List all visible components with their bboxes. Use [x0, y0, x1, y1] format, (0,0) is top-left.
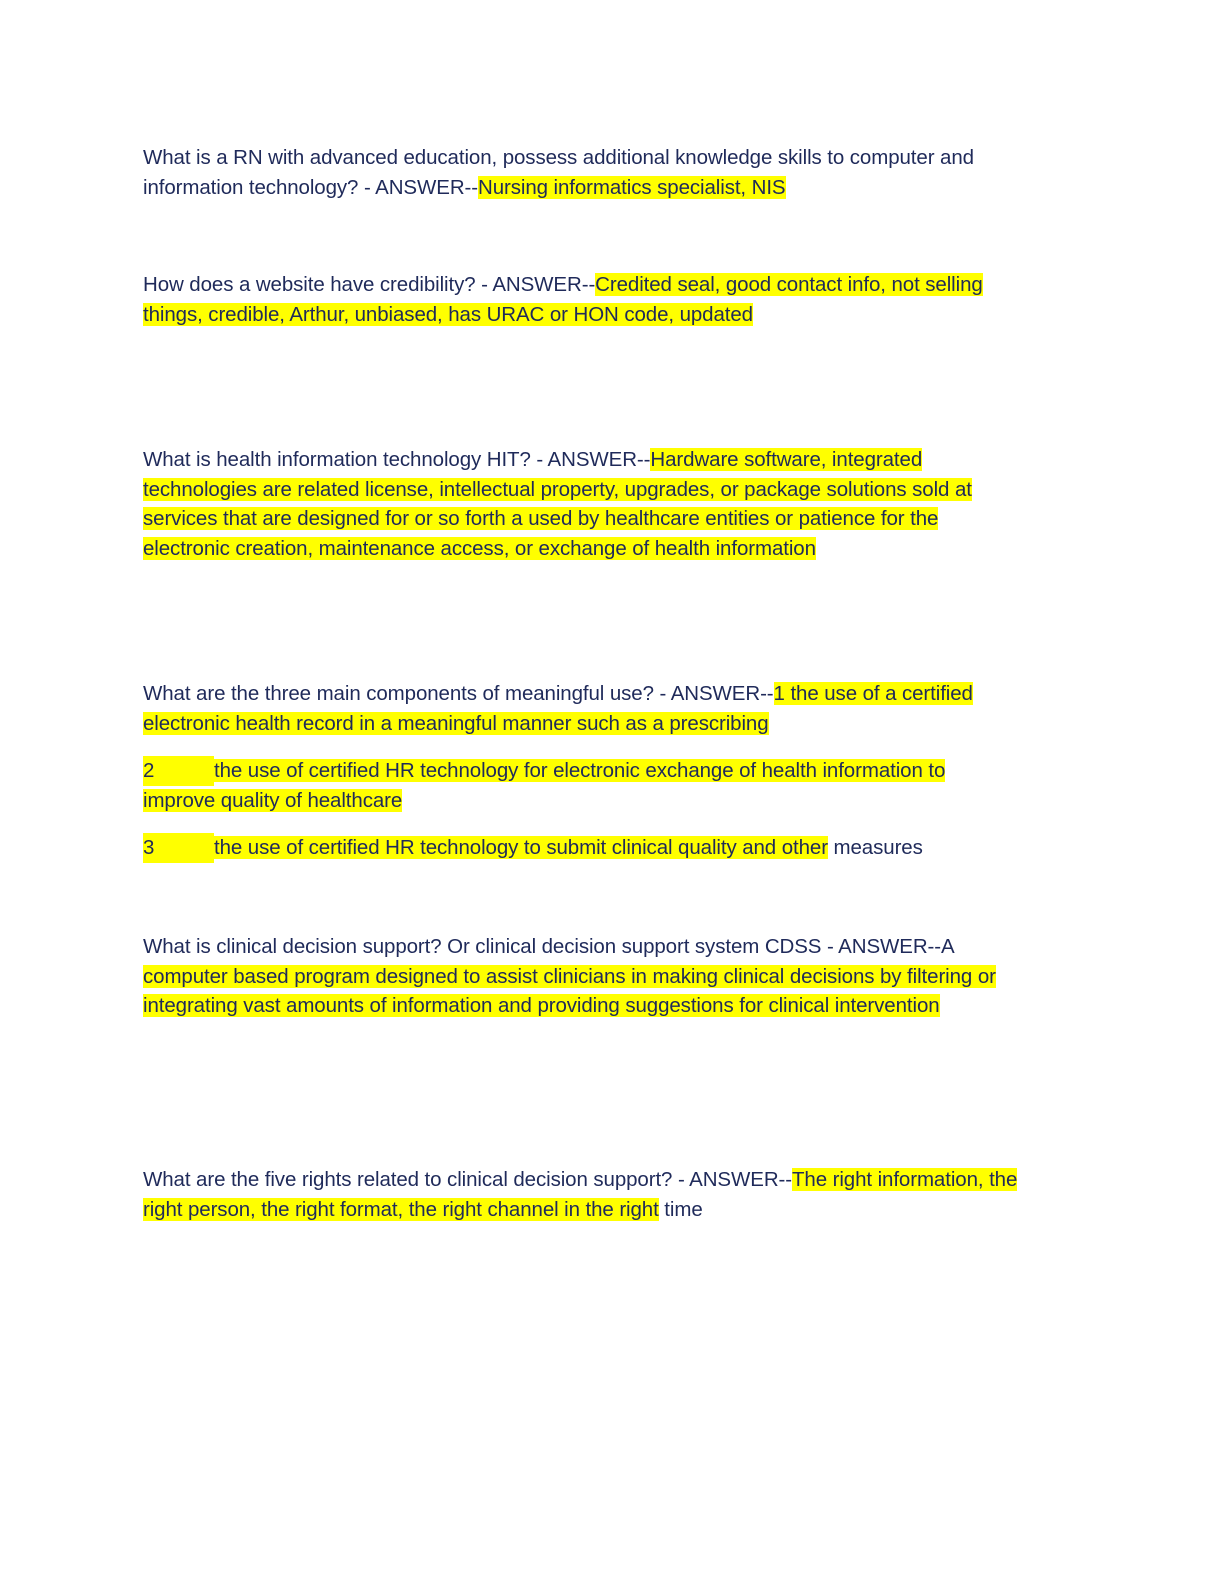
list-item-number: 3 — [143, 833, 214, 863]
list-item-text: the use of certified HR technology for electronic exchange of health information to improve quality of healthcare — [143, 759, 946, 812]
qa-paragraph — [143, 143, 1023, 202]
qa-paragraph — [143, 679, 1023, 738]
answer-text: 1 the use of a certified electronic health record in a meaningful manner such as a prescribing — [143, 682, 973, 735]
qa-block-6 — [143, 1165, 1023, 1224]
qa-block-3 — [143, 445, 1023, 563]
qa-paragraph — [143, 270, 1023, 329]
question-text: How does a website have credibility? - ANSWER-- — [143, 273, 596, 296]
answer-tail: time — [658, 1197, 703, 1221]
question-text: What is a RN with advanced education, possess additional knowledge skills to computer and information technology? - ANSWER-- — [143, 146, 974, 199]
list-item-number: 2 — [143, 756, 214, 786]
qa-block-2 — [143, 270, 1023, 329]
answer-text: computer based program designed to assist clinicians in making clinical decisions by filtering or integrating vast amounts of information and providing suggestions for clinical intervention — [143, 964, 996, 1017]
qa-block-1 — [143, 143, 1023, 202]
qa-paragraph — [143, 445, 1023, 563]
qa-block-4 — [143, 679, 1023, 863]
list-item — [143, 833, 1023, 863]
question-text: What is clinical decision support? Or clinical decision support system CDSS - ANSWER--A — [143, 935, 954, 958]
question-text: What is health information technology HIT? - ANSWER-- — [143, 448, 651, 471]
question-text: What are the three main components of meaningful use? - ANSWER-- — [143, 682, 774, 705]
answer-text: Nursing informatics specialist, NIS — [477, 175, 786, 199]
question-text: What are the five rights related to clinical decision support? - ANSWER-- — [143, 1168, 792, 1191]
answer-text: Credited seal, good contact info, not selling things, credible, Arthur, unbiased, has URAC or HON code, updated — [143, 273, 983, 326]
list-item-tail: measures — [827, 836, 923, 859]
list-item — [143, 756, 1023, 815]
qa-block-5 — [143, 932, 1023, 1021]
qa-paragraph — [143, 1165, 1023, 1224]
qa-paragraph — [143, 932, 1023, 1021]
answer-text: Hardware software, integrated technologies are related license, intellectual property, upgrades, or package solutions sold at services that are designed for or so forth a used by healthcare entities or patience for the electronic creation, maintenance access, or exchange of health information — [143, 448, 972, 560]
list-item-text: the use of certified HR technology to submit clinical quality and other — [214, 836, 828, 859]
answer-text: The right information, the right person, the right format, the right channel in the right — [143, 1168, 1018, 1221]
